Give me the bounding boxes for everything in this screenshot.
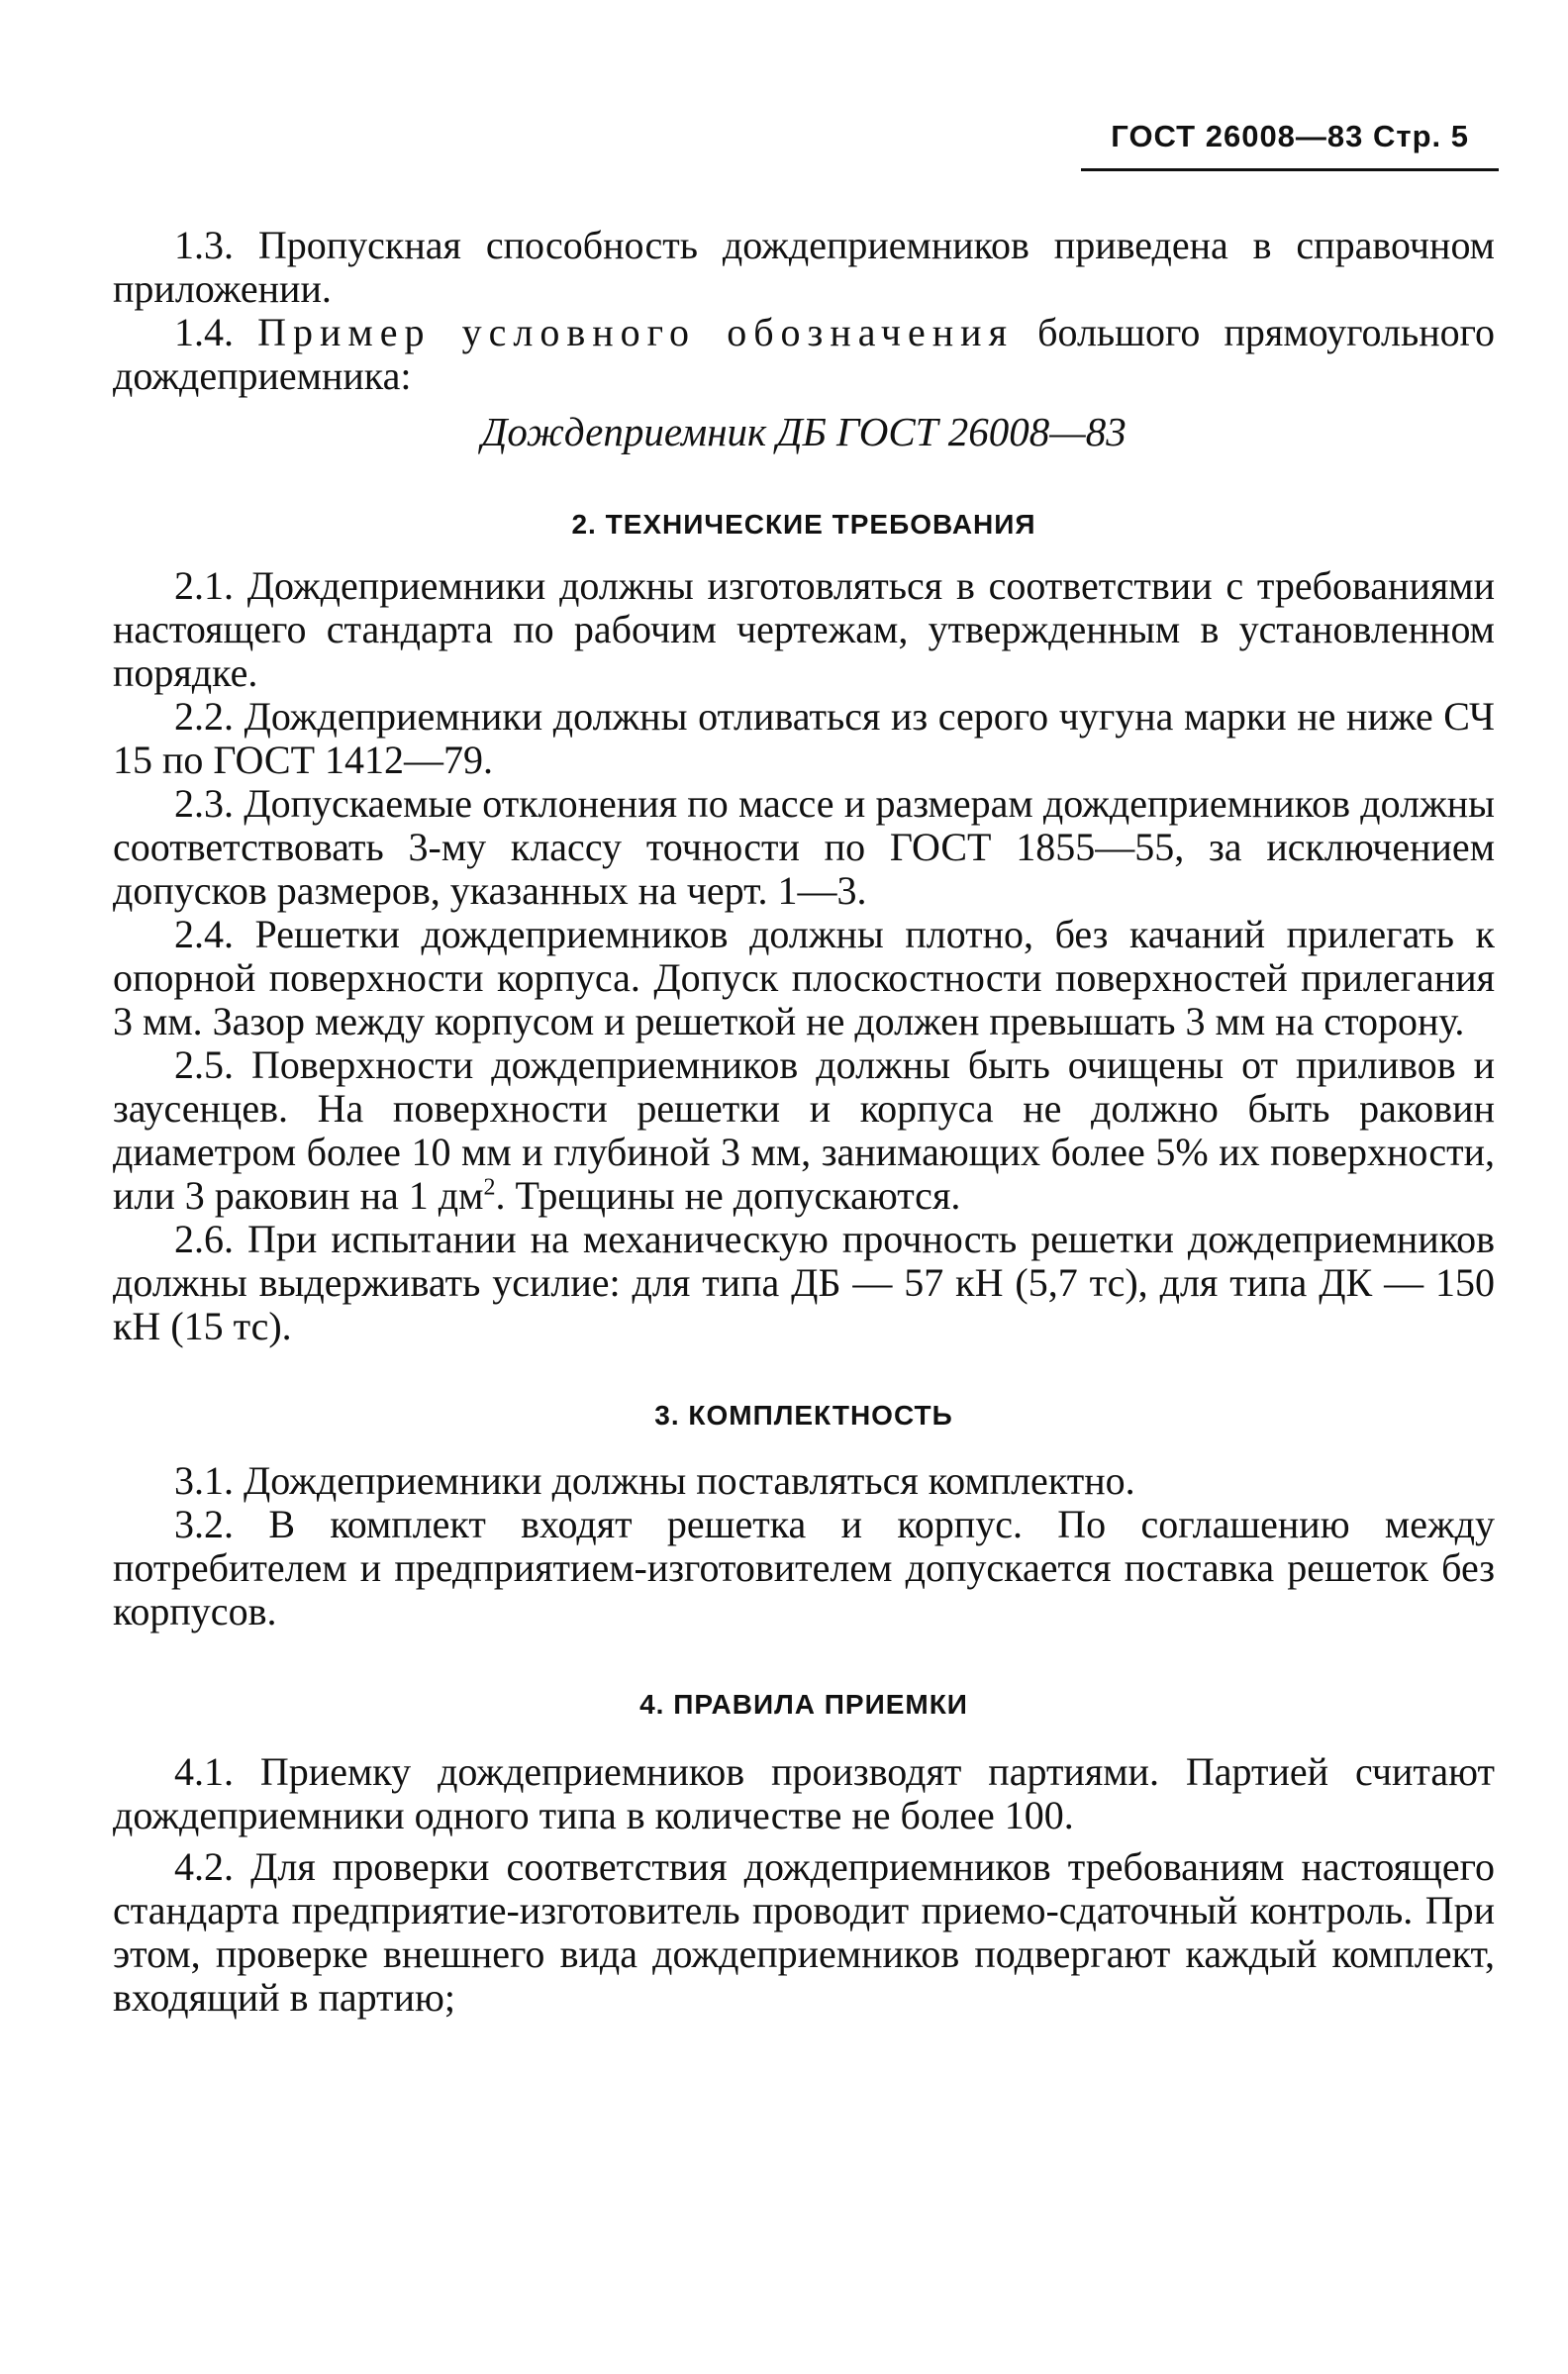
document-body (113, 224, 1495, 2020)
paragraph-3-2: 3.2. В комплект входят решетка и корпус. По соглашению между потребителем и предприятием-изготовителем допускается поставка решеток без корпусов. (113, 1502, 1495, 1633)
paragraph-1-4-spaced: Пример условного обозначения (257, 310, 1014, 354)
page-header: ГОСТ 26008—83 Стр. 5 (1111, 119, 1469, 153)
paragraph-2-5-end: . Трещины не допускаются. (495, 1173, 961, 1218)
paragraph-2-1: 2.1. Дождеприемники должны изготовляться в соответствии с требованиями настоящего стандарта по рабочим чертежам, утвержденным в установленном порядке. (113, 563, 1495, 695)
paragraph-2-4: 2.4. Решетки дождеприемников должны плотно, без качаний прилегать к опорной поверхности корпуса. Допуск плоскостности поверхностей прилегания 3 мм. Зазор между корпусом и решеткой не должен превышать 3 мм на сторону. (113, 912, 1495, 1043)
designation-example: Дождеприемник ДБ ГОСТ 26008—83 (481, 409, 1127, 454)
paragraph-2-5-superscript: 2 (483, 1174, 496, 1201)
paragraph-2-6: 2.6. При испытании на механическую прочность решетки дождеприемников должны выдерживать усилие: для типа ДБ — 57 кН (5,7 тс), для типа ДК — 150 кН (15 тс). (113, 1217, 1495, 1348)
section-3-title: 3. КОМПЛЕКТНОСТЬ (654, 1400, 953, 1431)
section-2-title: 2. ТЕХНИЧЕСКИЕ ТРЕБОВАНИЯ (571, 509, 1036, 540)
paragraph-1-4-rest: большого прямоугольного дождеприемника: (113, 310, 1496, 398)
paragraph-1-4 (113, 311, 1495, 398)
paragraph-1-4-number: 1.4. (174, 310, 258, 354)
paragraph-2-2: 2.2. Дождеприемники должны отливаться из серого чугуна марки не ниже СЧ 15 по ГОСТ 1412—79. (113, 694, 1495, 782)
section-4-title: 4. ПРАВИЛА ПРИЕМКИ (639, 1689, 968, 1720)
header-rule (1081, 168, 1499, 171)
paragraph-1-3: 1.3. Пропускная способность дождеприемников приведена в справочном приложении. (113, 223, 1495, 311)
paragraph-4-2: 4.2. Для проверки соответствия дождеприемников требованиям настоящего стандарта предприятие-изготовитель проводит приемо-сдаточный контроль. При этом, проверке внешнего вида дождеприемников подвергают каждый комплект, входящий в партию; (113, 1844, 1495, 2020)
paragraph-2-5-main: 2.5. Поверхности дождеприемников должны быть очищены от приливов и заусенцев. На поверхности решетки и корпуса не должно быть раковин диаметром более 10 мм и глубиной 3 мм, занимающих более 5% их поверхности, или 3 раковин на 1 дм (113, 1042, 1495, 1218)
paragraph-2-3: 2.3. Допускаемые отклонения по массе и размерам дождеприемников должны соответствовать 3-му классу точности по ГОСТ 1855—55, за исключением допусков размеров, указанных на черт. 1—3. (113, 781, 1495, 913)
paragraph-2-5 (113, 1043, 1495, 1218)
paragraph-3-1: 3.1. Дождеприемники должны поставляться комплектно. (174, 1458, 1135, 1503)
paragraph-4-1: 4.1. Приемку дождеприемников производят партиями. Партией считают дождеприемники одного типа в количестве не более 100. (113, 1749, 1495, 1837)
